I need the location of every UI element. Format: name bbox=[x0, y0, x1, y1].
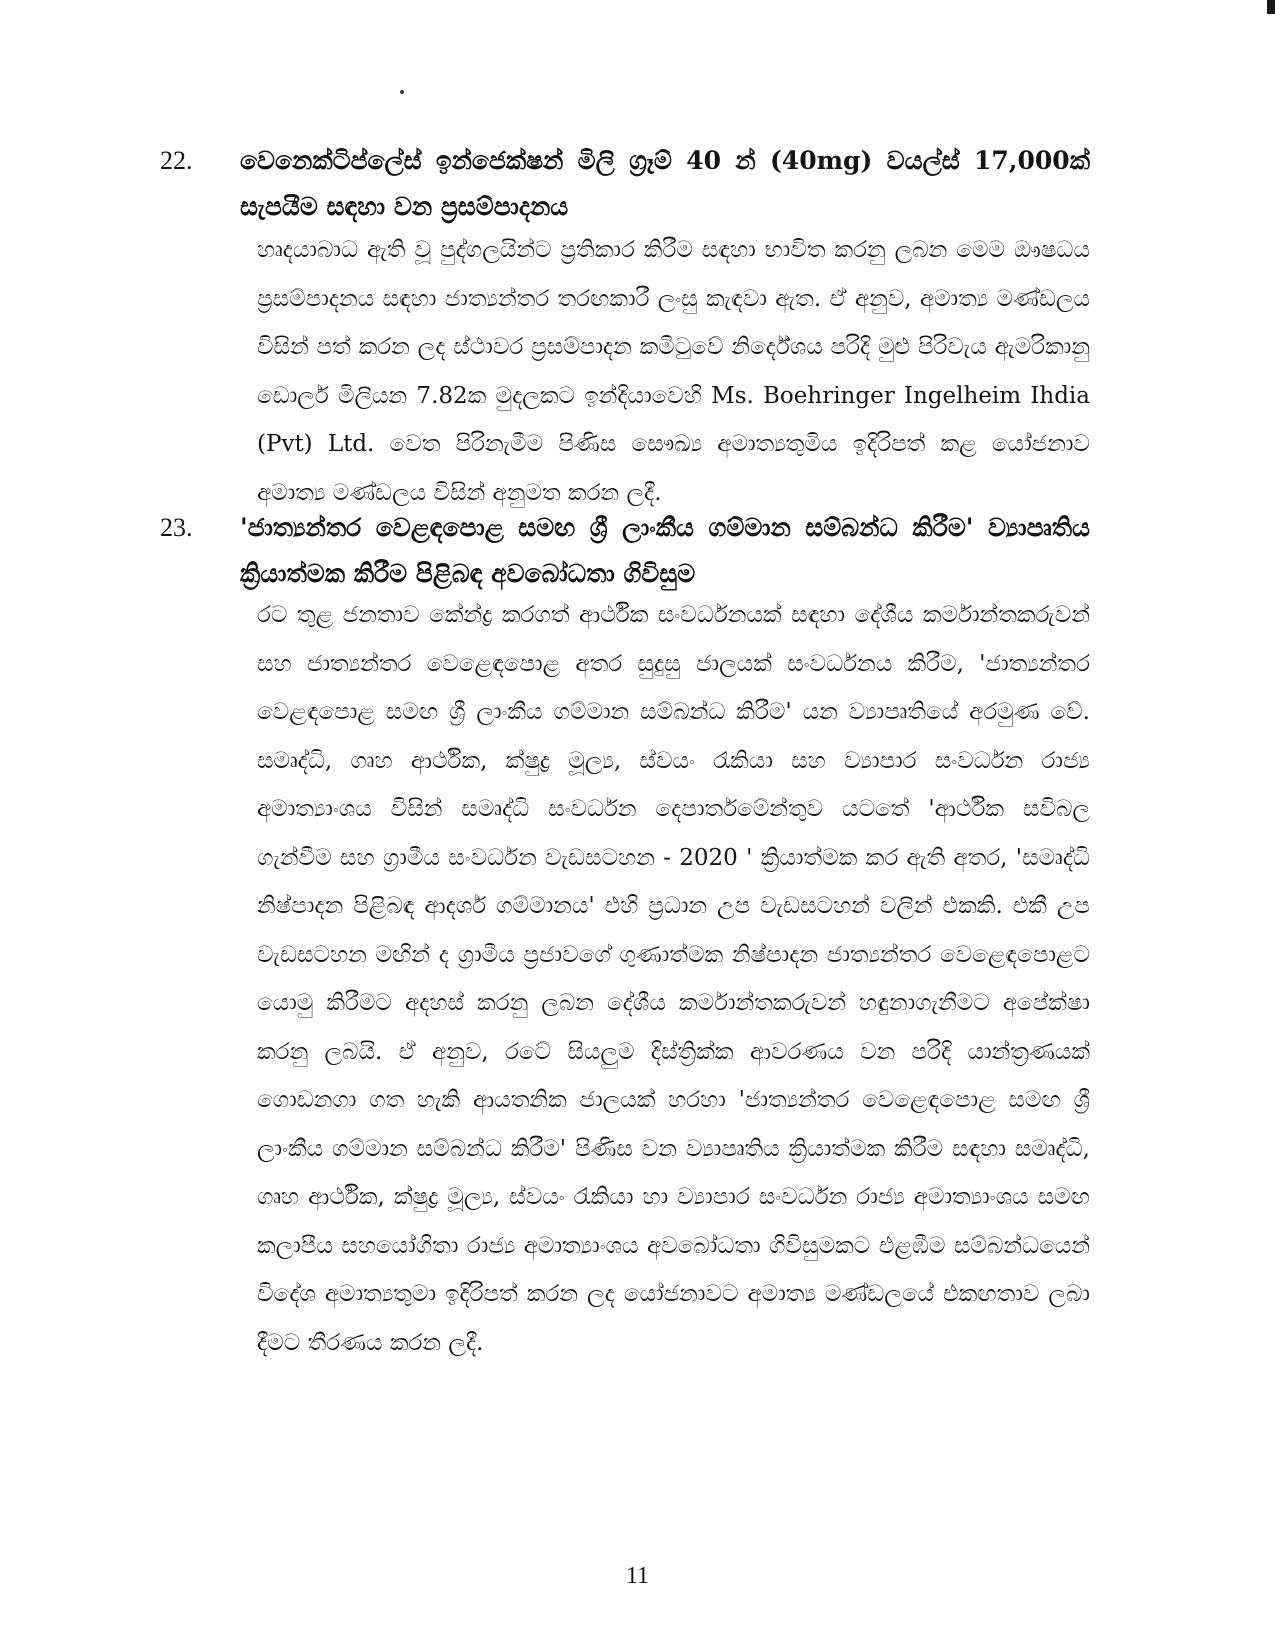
section-body: හෘදයාබාධ ඇති වූ පුද්ගලයින්ට ප්‍රතිකාර කිරීම සඳහා භාවිත කරනු ලබන මෙම ඖෂධය ප්‍රසම්පාදනය සඳහා ජාත්‍යන්තර තරඟකාරී ලංසු කැඳවා ඇත. ඒ අනුව, අමාත්‍ය මණ්ඩලය විසින් පත් කරන ලද ස්ථාවර ප්‍රසම්පාදන කමිටුවේ නිර්දේශය පරිදි මුළු පිරිවැය ඇමරිකානු ඩොලර් මිලියන 7.82ක මුදලකට ඉන්දියාවෙහි Ms. Boehringer Ingelheim Ihdia (Pvt) Ltd. වෙත පිරිනැමීම පිණිස සෞඛ්‍ය අමාත්‍යතුමිය ඉදිරිපත් කළ යෝජනාව අමාත්‍ය මණ්ඩලය විසින් අනුමත කරන ලදී. bbox=[257, 237, 1090, 506]
page-number: 11 bbox=[625, 1563, 650, 1589]
section-number: 22. bbox=[160, 146, 193, 175]
scan-speck bbox=[400, 90, 404, 94]
section-number: 23. bbox=[160, 513, 193, 542]
section-heading: වෙනෙක්ටිප්ලේස් ඉන්ජෙක්ෂන් මිලි ග්‍රෑම් 40 න් (40mg) වයල්ස් 17,000ක් සැපයීම සඳහා වන ප්‍රසම්පාදනය bbox=[240, 146, 1090, 221]
section-body: රට තුළ ජනතාව කේන්ද්‍ර කරගත් ආර්ථික සංවර්ධනයක් සඳහා දේශීය කර්මාන්තකරුවන් සහ ජාත්‍යන්තර වෙළෙඳපොළ අතර සුදුසු ජාලයක් සංවර්ධනය කිරීම, 'ජාත්‍යන්තර වෙළඳපොළ සමඟ ශ්‍රී ලාංකීය ගම්මාන සම්බන්ධ කිරීම' යන ව්‍යාපෘතියේ අරමුණ වේ. සමෘද්ධි, ගෘහ ආර්ථික, ක්ෂුද්‍ර මූල්‍ය, ස්වයං රැකියා සහ ව්‍යාපාර සංවර්ධන රාජ්‍ය අමාත්‍යාංශය විසින් සමෘද්ධි සංවර්ධන දෙපාර්තමේන්තුව යටතේ 'ආර්ථික සවිබල ගැන්වීම සහ ග්‍රාමීය සංවර්ධන වැඩසටහන - 2020 ' ක්‍රියාත්මක කර ඇති අතර, 'සමෘද්ධි නිෂ්පාදන පිළිබඳ ආදර්ශ ගම්මානය' එහි ප්‍රධාන උප වැඩසටහන් වලින් එකකි. එකී උප වැඩසටහන මඟින් ද ග්‍රාමීය ප්‍රජාවගේ ගුණාත්මක නිෂ්පාදන ජාත්‍යන්තර වෙළෙඳපොළට යොමු කිරීමට අදහස් කරනු ලබන දේශීය කර්මාන්තකරුවන් හඳුනාගැනීමට අපේක්ෂා කරනු ලබයි. ඒ අනුව, රටේ සියලුම දිස්ත්‍රික්ක ආවරණය වන පරිදි යාන්ත්‍රණයක් ගොඩනගා ගත හැකි ආයතනික ජාලයක් හරහා 'ජාත්‍යන්තර වෙළෙඳපොළ සමඟ ශ්‍රී ලාංකීය ගම්මාන සම්බන්ධ කිරීම' පිණිස වන ව්‍යාපෘතිය ක්‍රියාත්මක කිරීම සඳහා සමෘද්ධි, ගෘහ ආර්ථික, ක්ෂුද්‍ර මූල්‍ය, ස්වයං රැකියා හා ව්‍යාපාර සංවර්ධන රාජ්‍ය අමාත්‍යාංශය සමඟ කලාපීය සහයෝගිතා රාජ්‍ය අමාත්‍යාංශය අවබෝධතා ගිවිසුමකට එළඹීම සම්බන්ධයෙන් විදේශ අමාත්‍යතුමා ඉදිරිපත් කරන ලද යෝජනාවට අමාත්‍ය මණ්ඩලයේ එකඟතාව ලබා දීමට තීරණය කරන ලදී. bbox=[257, 602, 1090, 1356]
section-heading: 'ජාත්‍යන්තර වෙළඳපොළ සමඟ ශ්‍රී ලාංකීය ගම්මාන සම්බන්ධ කිරීම' ව්‍යාපෘතිය ක්‍රියාත්මක කිරීම පිළිබඳ අවබෝධතා ගිවිසුම bbox=[240, 513, 1090, 588]
page-edge-mark bbox=[1267, 0, 1275, 14]
